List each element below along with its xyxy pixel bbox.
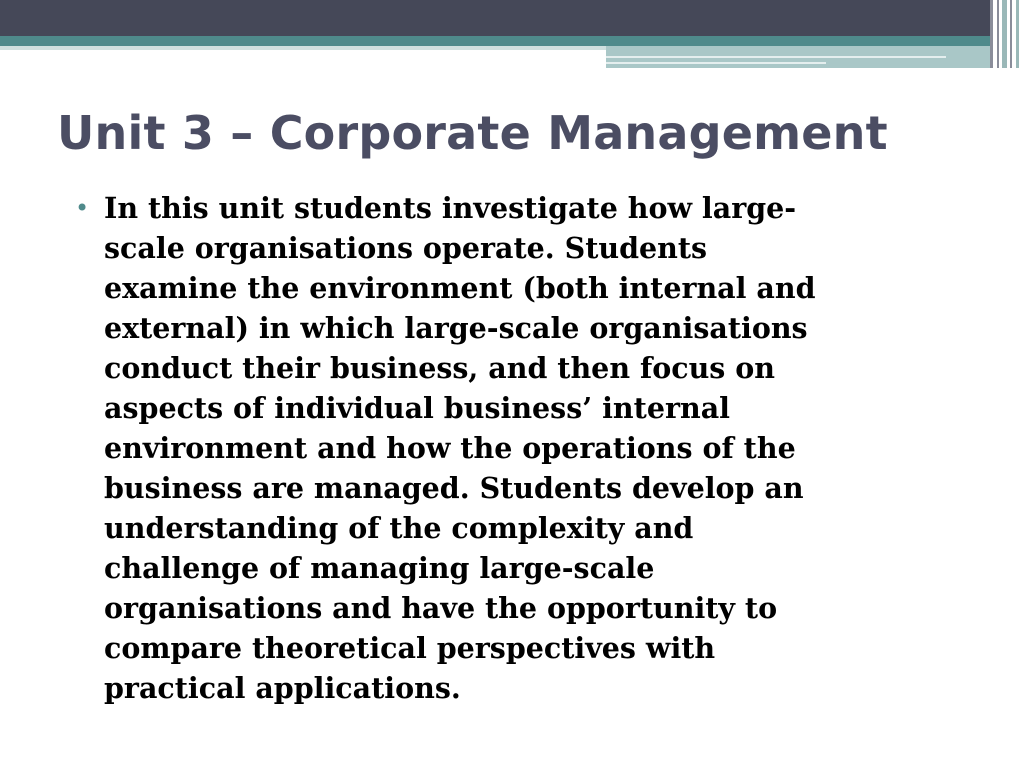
bullet-line: In this unit students investigate how large- [104,191,797,225]
bullet-line: organisations and have the opportunity to [104,591,778,625]
bullet-line: conduct their business, and then focus on [104,351,776,385]
bullet-item [75,188,975,708]
header-teal-band [0,36,1024,46]
bullet-line: external) in which large-scale organisations [104,311,808,345]
bullet-line: examine the environment (both internal and [104,271,816,305]
bullet-text [104,188,964,708]
bullet-line: practical applications. [104,671,461,705]
header-light-band [0,46,610,50]
slide-title: Unit 3 – Corporate Management [57,106,888,160]
bullet-marker: • [75,194,90,222]
bullet-line: compare theoretical perspectives with [104,631,716,665]
header-dark-bar [0,0,1024,36]
bullet-line: scale organisations operate. Students [104,231,708,265]
bullet-line: challenge of managing large-scale [104,551,655,585]
bullet-line: aspects of individual business’ internal [104,391,730,425]
header-accent-line [606,56,946,58]
slide-body [75,188,975,708]
bullet-line: business are managed. Students develop an [104,471,804,505]
bullet-line: environment and how the operations of the [104,431,796,465]
header-vertical-stripes [990,0,1024,68]
bullet-line: understanding of the complexity and [104,511,694,545]
header-accent-line [606,62,826,64]
